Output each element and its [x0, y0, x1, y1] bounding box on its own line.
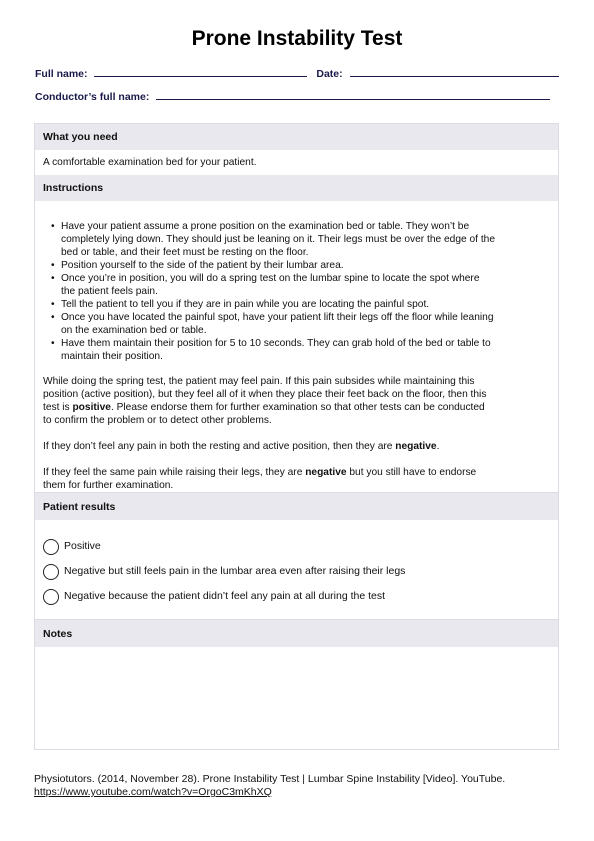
- result-option[interactable]: [43, 534, 550, 559]
- instruction-item: [53, 311, 550, 337]
- paragraph-1-text-post: . Please endorse them for further examination so that other tests can be conducted: [110, 402, 485, 413]
- reference-link[interactable]: https://www.youtube.com/watch?v=OrgoC3mKhXQ: [34, 786, 272, 798]
- result-option-label: Positive: [64, 540, 101, 552]
- bullet-icon: •: [51, 338, 55, 349]
- paragraph-1-line-3: [43, 401, 550, 414]
- instruction-line: bed or table, and their feet must be resting on the floor.: [61, 247, 309, 258]
- page-title: Prone Instability Test: [191, 27, 403, 50]
- paragraph-3-line-1: [43, 466, 550, 479]
- instruction-line: Once you have located the painful spot, have your patient lift their legs off the floor while leaning: [61, 312, 494, 323]
- conductor-name-field[interactable]: [156, 90, 550, 100]
- radio-circle-icon[interactable]: [43, 539, 59, 555]
- instruction-item: [53, 220, 550, 259]
- patient-results-card: [34, 493, 559, 620]
- negative-bold: negative: [395, 441, 437, 452]
- result-option-label: Negative because the patient didn’t feel any pain at all during the test: [64, 590, 386, 602]
- conductor-label: Conductor’s full name:: [35, 91, 150, 103]
- paragraph-1-text: test is: [43, 402, 73, 413]
- paragraph-3-text: If they feel the same pain while raising their legs, they are: [43, 467, 306, 478]
- radio-circle-icon[interactable]: [43, 564, 59, 580]
- instruction-line: Tell the patient to tell you if they are in pain while you are locating the painful spot.: [61, 299, 430, 310]
- paragraph-3-text-post: but you still have to endorse: [346, 467, 477, 478]
- instruction-item: [53, 259, 550, 272]
- patient-results-heading: Patient results: [35, 493, 558, 520]
- result-option[interactable]: [43, 584, 550, 609]
- reference: [34, 773, 505, 799]
- result-option-label: Negative but still feels pain in the lumbar area even after raising their legs: [64, 565, 406, 577]
- instructions-list: [43, 220, 550, 363]
- paragraph-1-line-2: position (active position), but they feel all of it when they place their feet back on the floor, then this: [43, 389, 487, 400]
- negative-bold-2: negative: [305, 467, 347, 478]
- instructions-paragraph-3: [43, 466, 550, 492]
- instruction-line: on the examination bed or table.: [61, 325, 207, 336]
- notes-card: [34, 620, 559, 750]
- bullet-icon: •: [51, 312, 55, 323]
- paragraph-2-text-post: .: [436, 441, 440, 452]
- instruction-line: Have them maintain their position for 5 to 10 seconds. They can grab hold of the bed or table to: [61, 338, 491, 349]
- paragraph-1-line-4: to confirm the problem or to detect other problems.: [43, 415, 272, 426]
- date-label: Date:: [316, 68, 343, 80]
- instruction-line: the patient feels pain.: [61, 286, 158, 297]
- full-name-label: Full name:: [35, 68, 88, 80]
- instruction-line: Have your patient assume a prone position on the examination bed or table. They won’t be: [61, 221, 470, 232]
- name-date-row: [35, 67, 559, 80]
- instruction-line: Once you’re in position, you will do a spring test on the lumbar spine to locate the spot where: [61, 273, 480, 284]
- positive-bold: positive: [72, 402, 111, 413]
- instruction-item: [53, 272, 550, 298]
- instructions-heading: Instructions: [35, 175, 558, 201]
- reference-text: Physiotutors. (2014, November 28). Prone Instability Test | Lumbar Spine Instability [Video]. YouTube.: [34, 773, 506, 785]
- what-you-need-text: A comfortable examination bed for your patient.: [43, 157, 257, 168]
- bullet-icon: •: [51, 273, 55, 284]
- bullet-icon: •: [51, 221, 55, 232]
- paragraph-1-line-1: While doing the spring test, the patient may feel pain. If this pain subsides while maintaining this: [43, 376, 475, 387]
- full-name-field[interactable]: [94, 67, 307, 77]
- instructions-body: [35, 220, 558, 492]
- paragraph-3-line-2: them for further examination.: [43, 480, 174, 491]
- instruction-line: maintain their position.: [61, 351, 163, 362]
- bullet-icon: •: [51, 299, 55, 310]
- radio-circle-icon[interactable]: [43, 589, 59, 605]
- instruction-line: Position yourself to the side of the patient by their lumbar area.: [61, 260, 344, 271]
- instructions-paragraph-2: [43, 440, 550, 453]
- patient-results-options: [35, 520, 558, 609]
- instruction-item: [53, 337, 550, 363]
- instruction-line: completely lying down. They should just be leaning on it. Their legs must be over the edge of the: [61, 234, 495, 245]
- instruction-item: [53, 298, 550, 311]
- date-field[interactable]: [350, 67, 559, 77]
- instructions-card: [34, 123, 559, 493]
- bullet-icon: •: [51, 260, 55, 271]
- notes-area[interactable]: [35, 647, 558, 748]
- instructions-paragraph-1: [43, 375, 550, 427]
- notes-heading: Notes: [35, 620, 558, 647]
- conductor-row: [35, 90, 550, 103]
- what-you-need-heading: What you need: [35, 124, 558, 150]
- result-option[interactable]: [43, 559, 550, 584]
- paragraph-2-text: If they don’t feel any pain in both the resting and active position, then they are: [43, 441, 396, 452]
